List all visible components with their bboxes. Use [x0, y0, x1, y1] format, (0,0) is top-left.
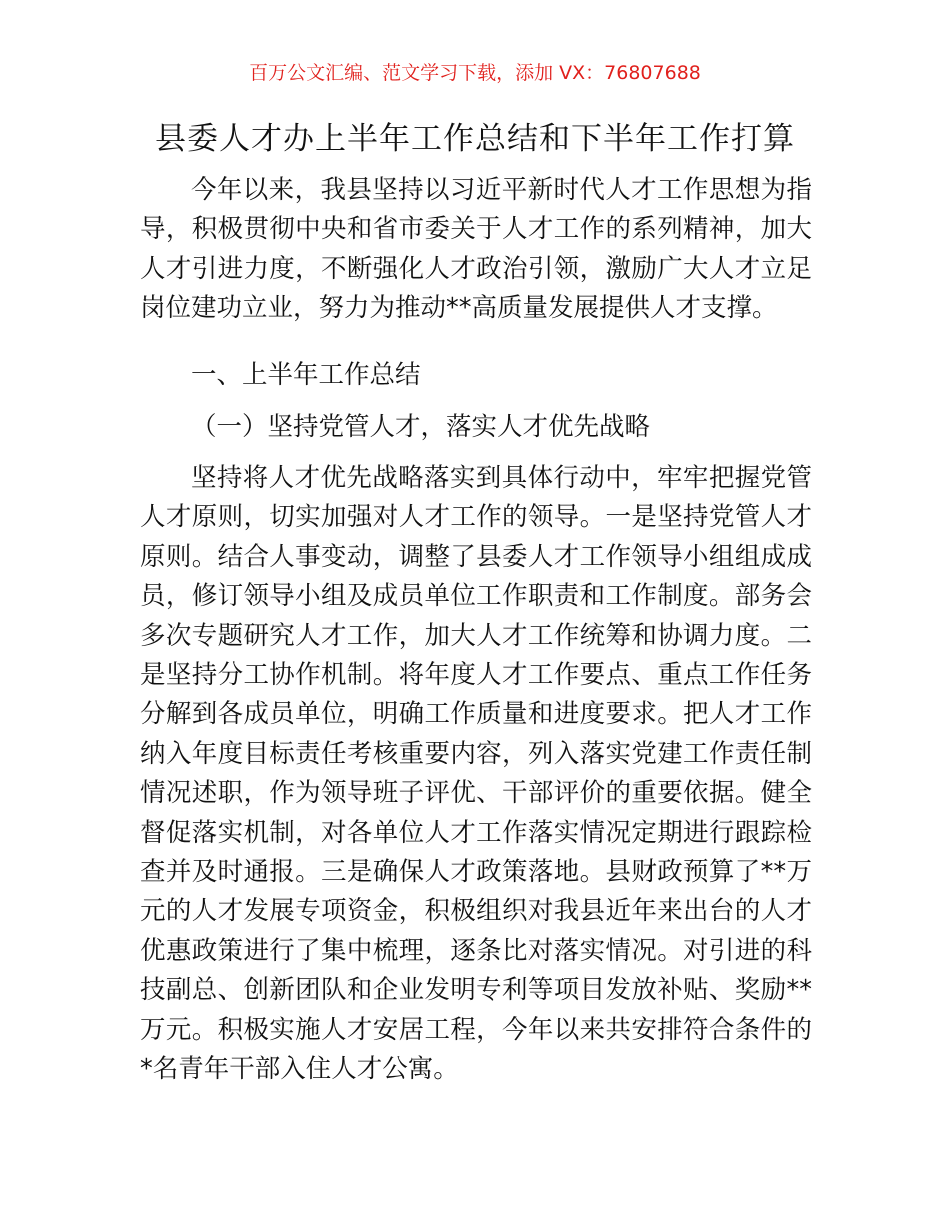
- section-heading: 一、上半年工作总结: [191, 360, 421, 390]
- intro-block: [140, 171, 812, 329]
- section-heading-block: [140, 356, 812, 395]
- intro-paragraph: 今年以来，我县坚持以习近平新时代人才工作思想为指导，积极贯彻中央和省市委关于人才工作的系列精神，加大人才引进力度，不断强化人才政治引领，激励广大人才立足岗位建功立业，努力为推动**高质量发展提供人才支撑。: [140, 175, 812, 324]
- header-watermark: 百万公文汇编、范文学习下载，添加 VX：76807688: [249, 62, 701, 84]
- document-title: 县委人才办上半年工作总结和下半年工作打算: [155, 121, 795, 157]
- subsection-heading: （一）坚持党管人才，落实人才优先战略: [191, 412, 651, 442]
- subsection-heading-block: [140, 408, 812, 447]
- body-paragraph: 坚持将人才优先战略落实到具体行动中，牢牢把握党管人才原则，切实加强对人才工作的领导。一是坚持党管人才原则。结合人事变动，调整了县委人才工作领导小组组成成员，修订领导小组及成员单位工作职责和工作制度。部务会多次专题研究人才工作，加大人才工作统筹和协调力度。二是坚持分工协作机制。将年度人才工作要点、重点工作任务分解到各成员单位，明确工作质量和进度要求。把人才工作纳入年度目标责任考核重要内容，列入落实党建工作责任制情况述职，作为领导班子评优、干部评价的重要依据。健全督促落实机制，对各单位人才工作落实情况定期进行跟踪检查并及时通报。三是确保人才政策落地。县财政预算了**万元的人才发展专项资金，积极组织对我县近年来出台的人才优惠政策进行了集中梳理，逐条比对落实情况。对引进的科技副总、创新团队和企业发明专利等项目发放补贴、奖励**万元。积极实施人才安居工程，今年以来共安排符合条件的*名青年干部入住人才公寓。: [140, 463, 812, 1085]
- body-block: [140, 459, 812, 1090]
